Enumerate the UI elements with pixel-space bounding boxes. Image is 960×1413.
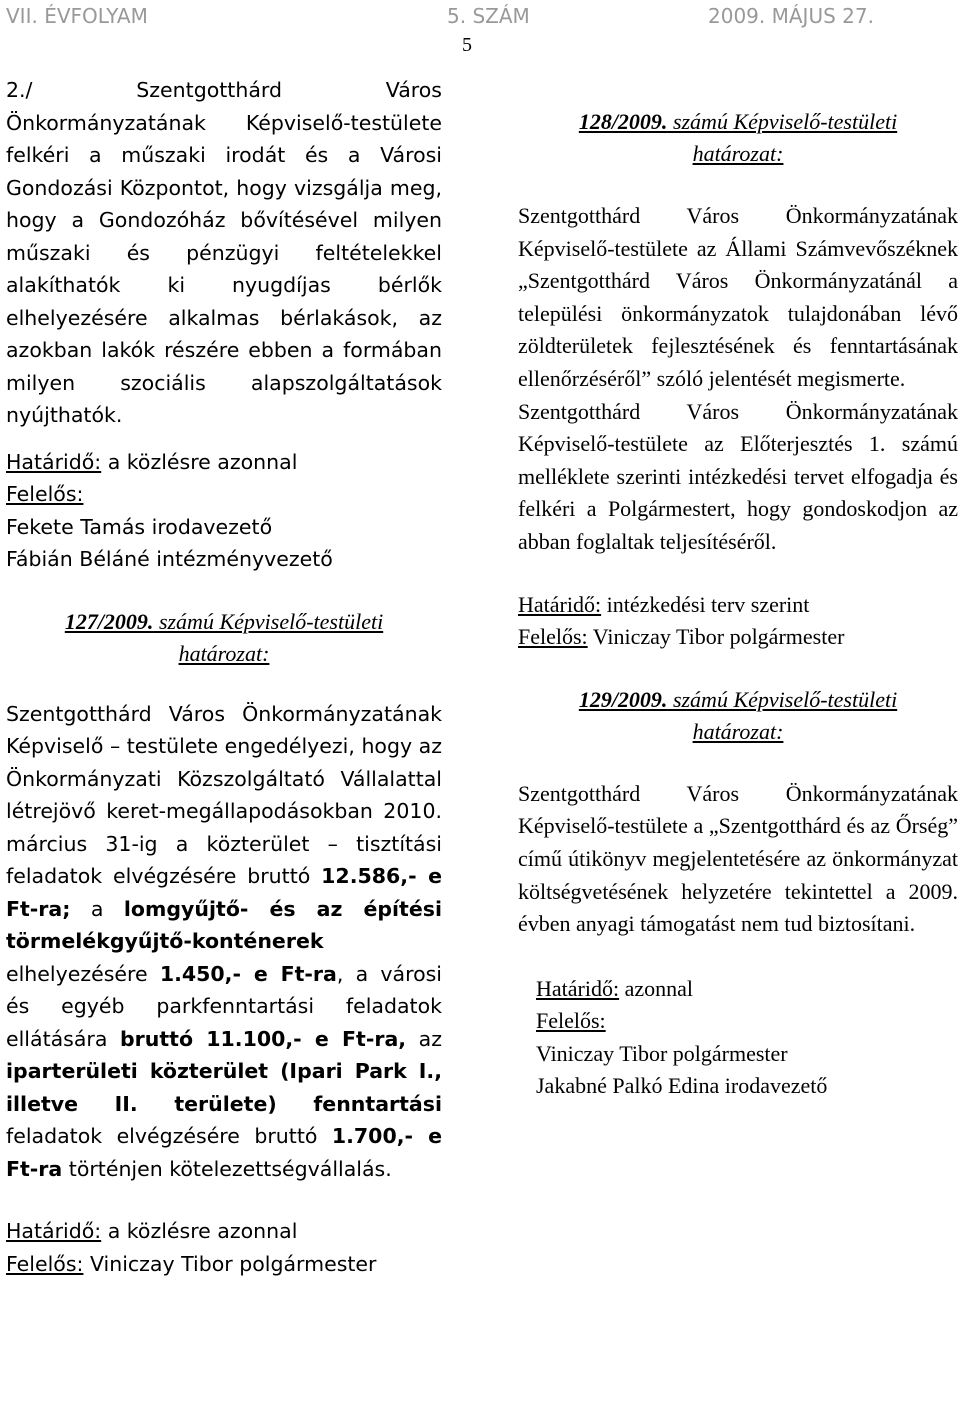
responsible-1-a: Fekete Tamás irodavezető xyxy=(6,514,273,539)
header-volume: VII. ÉVFOLYAM xyxy=(6,4,148,28)
deadline-1: Határidő: a közlésre azonnal xyxy=(6,449,298,474)
deadline-3: Határidő: intézkedési terv szerint xyxy=(518,591,810,617)
page-number: 5 xyxy=(462,34,472,56)
resolution-129-heading: 129/2009. számú Képviselő-testületi határozat: xyxy=(578,686,898,744)
responsible-3: Felelős: Viniczay Tibor polgármester xyxy=(518,624,845,650)
deadline-4: Határidő: azonnal xyxy=(536,975,693,1001)
right-column xyxy=(518,106,958,1103)
responsible-4-label: Felelős: xyxy=(536,1008,606,1034)
resolution-128-text-2: Szentgotthárd Város Önkormányzatának Képviselő-testülete az Előterjesztés 1. számú melléklete szerinti intézkedési tervet elfogadja és felkéri a Polgármestert, hogy gondoskodjon az abban foglaltak teljesítéséről. xyxy=(518,398,958,554)
responsible-4-b: Jakabné Palkó Edina irodavezető xyxy=(536,1073,828,1099)
resolution-129-text: Szentgotthárd Város Önkormányzatának Képviselő-testülete a „Szentgotthárd és az Őrség” című útikönyv megjelentetésére az önkormányzat költségvetésének helyzetére tekintettel a 2009. évben anyagi támogatást nem tud biztosítani. xyxy=(518,780,958,937)
resolution-128-text-1: Szentgotthárd Város Önkormányzatának Képviselő-testülete az Állami Számvevőszéknek „Szentgotthárd Város Önkormányzatánál a települési önkormányzatok tulajdonában lévő zöldterületek fejlesztésének és fenntartásának ellenőrzéséről” szóló jelentését megismerte. xyxy=(518,203,958,391)
responsible-1-label: Felelős: xyxy=(6,482,84,506)
page-header xyxy=(0,4,960,56)
resolution-128-heading: 128/2009. számú Képviselő-testületi határozat: xyxy=(578,109,898,166)
header-date: 2009. MÁJUS 27. xyxy=(708,4,874,28)
responsible-2: Felelős: Viniczay Tibor polgármester xyxy=(6,1251,377,1276)
deadline-2: Határidő: a közlésre azonnal xyxy=(6,1219,298,1243)
responsible-4-a: Viniczay Tibor polgármester xyxy=(536,1040,788,1066)
resolution-127-heading: 127/2009. számú Képviselő-testületi határozat: xyxy=(64,608,384,666)
left-column xyxy=(6,74,442,1280)
item-2-text: 2./ Szentgotthárd Város Önkormányzatának Képviselő-testülete felkéri a műszaki irodát és a Városi Gondozási Központot, hogy vizsgálja meg, hogy a Gondozóház bővítésével milyen műszaki és pénzügyi feltételekkel alakíthatók ki nyugdíjas bérlők elhelyezésére alkalmas bérlakások, az azokban lakók részére ebben a formában milyen szociális alapszolgáltatások nyújthatók. xyxy=(6,78,442,427)
responsible-1-b: Fábián Béláné intézményvezető xyxy=(6,547,333,571)
resolution-127-text: Szentgotthárd Város Önkormányzatának Képviselő – testülete engedélyezi, hogy az Önkormányzati Közszolgáltató Vállalattal létrejövő keret-megállapodásokban 2010. március 31-ig a közterület – tisztítási feladatok elvégzésére bruttó 12.586,- e Ft-ra; a lomgyűjtő- és az építési törmelékgyűjtő-konténerek elhelyezésére 1.450,- e Ft-ra, a városi és egyéb parkfenntartási feladatok ellátására bruttó 11.100,- e Ft-ra, az iparterületi közterület (Ipari Park I., illetve II. területe) fenntartási feladatok elvégzésére bruttó 1.700,- e Ft-ra történjen kötelezettségvállalás. xyxy=(6,701,442,1181)
header-issue: 5. SZÁM xyxy=(447,4,530,28)
